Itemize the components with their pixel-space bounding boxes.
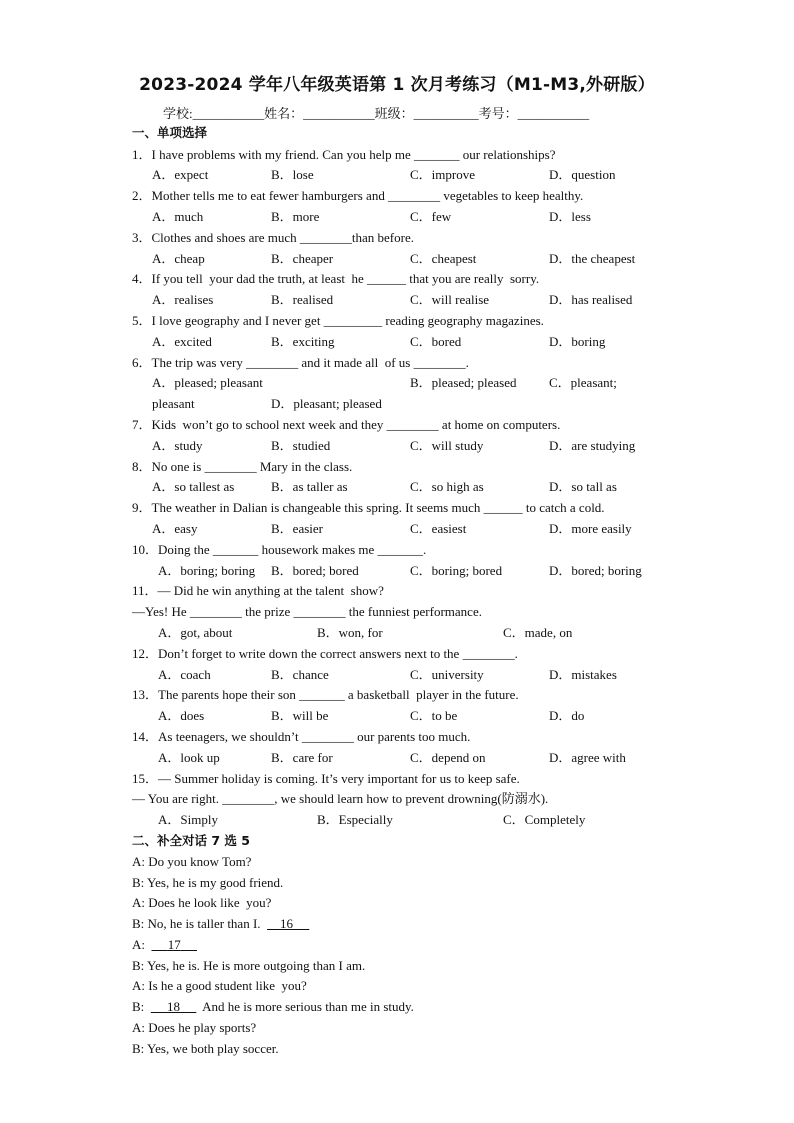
question-stem: 10．Doing the _______ housework makes me _______. (132, 542, 427, 557)
option: A．realises (152, 292, 214, 307)
option: B．won, for (317, 625, 383, 640)
option: A．boring; boring (158, 563, 256, 578)
dialog-line: A: Does he play sports? (132, 1020, 257, 1035)
option: C．pleasant; (549, 375, 617, 390)
option: D．agree with (549, 750, 626, 765)
option: D．are studying (549, 438, 636, 453)
question-stem: 9．The weather in Dalian is changeable this spring. It seems much ______ to catch a cold. (132, 500, 605, 515)
option: D．has realised (549, 292, 633, 307)
option: B．bored; bored (271, 563, 359, 578)
option: C．depend on (410, 750, 486, 765)
option: A．much (152, 209, 204, 224)
option: A．cheap (152, 251, 205, 266)
option: D．pleasant; pleased (271, 396, 382, 411)
dialog-line: A: Do you know Tom? (132, 854, 252, 869)
option: B．pleased; pleased (410, 375, 517, 390)
option: C．will study (410, 438, 484, 453)
option: A．easy (152, 521, 198, 536)
option: B．easier (271, 521, 323, 536)
option: C．bored (410, 334, 462, 349)
dialog-line: B: Yes, he is. He is more outgoing than I am. (132, 958, 366, 973)
dialog-text: A: (132, 937, 152, 952)
option: B．Especially (317, 812, 393, 827)
question-stem: 5．I love geography and I never get _________ reading geography magazines. (132, 313, 544, 328)
option: D．more easily (549, 521, 632, 536)
dialog-line: B: Yes, we both play soccer. (132, 1041, 279, 1056)
blank-number: 17 (167, 937, 181, 952)
question-stem: 3．Clothes and shoes are much ________than before. (132, 230, 414, 245)
option: A．excited (152, 334, 212, 349)
option: A．study (152, 438, 203, 453)
blank-18 (151, 999, 197, 1014)
option: D．the cheapest (549, 251, 636, 266)
option: B．lose (271, 167, 314, 182)
option: D．question (549, 167, 616, 182)
option: B．as taller as (271, 479, 348, 494)
option: C．improve (410, 167, 475, 182)
option: C．made, on (503, 625, 573, 640)
option: D．less (549, 209, 591, 224)
option: A．expect (152, 167, 209, 182)
question-stem: 8．No one is ________ Mary in the class. (132, 459, 353, 474)
question-stem: 7．Kids won’t go to school next week and they ________ at home on computers. (132, 417, 561, 432)
option: A．pleased; pleasant (152, 375, 263, 390)
section-heading-1: 一、单项选择 (132, 125, 208, 140)
student-info-line: 学校:___________姓名：___________班级：__________考号：___________ (163, 106, 590, 121)
option: D．do (549, 708, 585, 723)
option: D．mistakes (549, 667, 617, 682)
option: C．boring; bored (410, 563, 503, 578)
option: C．easiest (410, 521, 467, 536)
option-continued: pleasant (152, 396, 195, 411)
section-heading-2: 二、补全对话 7 选 5 (132, 833, 250, 848)
blank-17 (152, 937, 198, 952)
option: C．cheapest (410, 251, 477, 266)
question-stem: 12．Don’t forget to write down the correct answers next to the ________. (132, 646, 518, 661)
option: C．will realise (410, 292, 490, 307)
option: D．boring (549, 334, 606, 349)
question-stem: 4．If you tell your dad the truth, at least he ______ that you are really sorry. (132, 271, 540, 286)
option: B．more (271, 209, 320, 224)
option: A．coach (158, 667, 211, 682)
dialog-line: B: Yes, he is my good friend. (132, 875, 284, 890)
option: B．studied (271, 438, 331, 453)
option: D．bored; boring (549, 563, 642, 578)
dialog-line: A: Is he a good student like you? (132, 978, 307, 993)
option: A．does (158, 708, 205, 723)
option: B．realised (271, 292, 334, 307)
question-stem: 15．— Summer holiday is coming. It’s very important for us to keep safe. (132, 771, 520, 786)
option: C．Completely (503, 812, 586, 827)
option: C．so high as (410, 479, 484, 494)
question-stem: 2．Mother tells me to eat fewer hamburgers and ________ vegetables to keep healthy. (132, 188, 584, 203)
option: A．so tallest as (152, 479, 235, 494)
dialog-text: B: No, he is taller than I. (132, 916, 268, 931)
option: C．university (410, 667, 484, 682)
dialog-line (132, 937, 197, 953)
option: C．few (410, 209, 452, 224)
page-title: 2023-2024 学年八年级英语第 1 次月考练习（M1-M3,外研版） (139, 75, 655, 95)
blank-number: 18 (167, 999, 181, 1014)
option: B．will be (271, 708, 329, 723)
question-stem: 6．The trip was very ________ and it made all of us ________. (132, 355, 469, 370)
dialog-text-tail: And he is more serious than me in study. (196, 999, 414, 1014)
question-stem: 13．The parents hope their son _______ a basketball player in the future. (132, 687, 519, 702)
question-stem: 14．As teenagers, we shouldn’t ________ our parents too much. (132, 729, 471, 744)
option: B．chance (271, 667, 329, 682)
option: B．care for (271, 750, 333, 765)
option: B．cheaper (271, 251, 334, 266)
question-stem: 11．— Did he win anything at the talent show? (132, 583, 384, 598)
blank-number: 16 (280, 916, 294, 931)
question-stem: 1．I have problems with my friend. Can you help me _______ our relationships? (132, 147, 556, 162)
question-stem-line2: — You are right. ________, we should learn how to prevent drowning(防溺水). (132, 791, 549, 806)
option: A．Simply (158, 812, 218, 827)
option: C．to be (410, 708, 458, 723)
dialog-line (132, 916, 309, 932)
dialog-line: A: Does he look like you? (132, 895, 272, 910)
option: A．got, about (158, 625, 233, 640)
option: B．exciting (271, 334, 335, 349)
option: A．look up (158, 750, 220, 765)
option: D．so tall as (549, 479, 617, 494)
dialog-text: B: (132, 999, 151, 1014)
dialog-line (132, 999, 414, 1015)
blank-16 (267, 916, 309, 931)
question-stem-line2: —Yes! He ________ the prize ________ the funniest performance. (132, 604, 482, 619)
